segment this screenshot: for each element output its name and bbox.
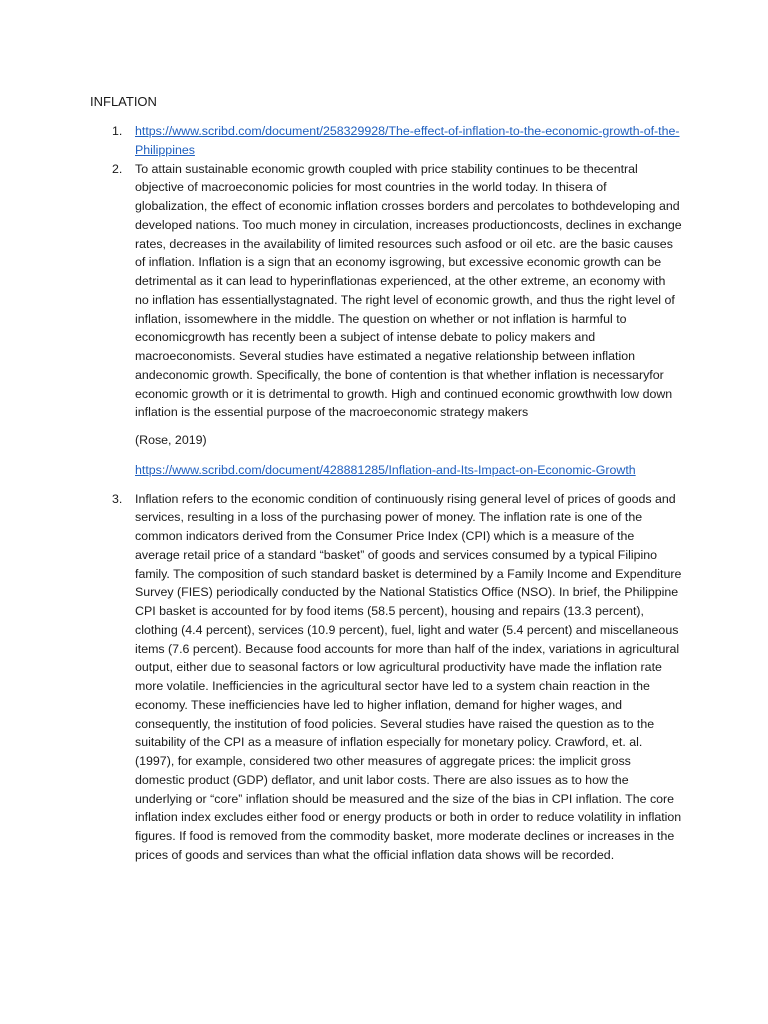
paragraph-cpi: Inflation refers to the economic condition of continuously rising general level of prices of goods and services, resulting in a loss of the purchasing power of money. The inflation rate is one of the common indicators derived from the Consumer Price Index (CPI) which is a measure of the average retail price of a standard “basket” of goods and services consumed by a typical Filipino family. The composition of such standard basket is determined by a Family Income and Expenditure Survey (FIES) periodically conducted by the National Statistics Office (NSO). In brief, the Philippine CPI basket is accounted for by food items (58.5 percent), housing and repairs (13.3 percent), clothing (4.4 percent), services (10.9 percent), fuel, light and water (5.4 percent) and miscellaneous items (7.6 percent). Because food accounts for more than half of the index, variations in agricultural output, either due to seasonal factors or low agricultural productivity have made the inflation rate more volatile. Inefficiencies in the agricultural sector have led to a system chain reaction in the economy. These inefficiencies have led to higher inflation, demand for higher wages, and consequently, the institution of food policies. Several studies have raised the question as to the suitability of the CPI as a measure of inflation especially for monetary policy. Crawford, et. al. (1997), for example, considered two other measures of aggregate prices: the implicit gross domestic product (GDP) deflator, and unit labor costs. There are also issues as to how the underlying or “core” inflation should be measured and the size of the bias in CPI inflation. The core inflation index excludes either food or energy products or both in order to reduce volatility in inflation figures. If food is removed from the commodity basket, more moderate declines or increases in the prices of goods and services than what the official inflation data shows will be recorded.: [135, 491, 682, 862]
list-number: 3.: [112, 491, 123, 506]
document-heading: INFLATION: [90, 94, 157, 109]
list-item-3: [90, 490, 682, 865]
list-item-2: [90, 160, 682, 480]
numbered-list: [90, 122, 682, 865]
list-item-1: [90, 122, 682, 160]
list-number: 2.: [112, 161, 123, 176]
scribd-link-2[interactable]: https://www.scribd.com/document/428881285/Inflation-and-Its-Impact-on-Economic-Growth: [135, 462, 636, 477]
paragraph-growth: To attain sustainable economic growth coupled with price stability continues to be thecentral objective of macroeconomic policies for most countries in the world today. In thisera of globalization, the effect of economic inflation crosses borders and percolates to bothdeveloping and developed nations. Too much money in circulation, increases productioncosts, declines in exchange rates, decreases in the availability of limited resources such asfood or oil etc. are the basic causes of inflation. Inflation is a sign that an economy isgrowing, but excessive economic growth can be detrimental as it can lead to hyperinflationas experienced, at the other extreme, an economy with no inflation has essentiallystagnated. The right level of economic growth, and thus the right level of inflation, issomewhere in the middle. The question on whether or not inflation is harmful to economicgrowth has recently been a subject of intense debate to policy makers and macroeconomists. Several studies have estimated a negative relationship between inflation andeconomic growth. Specifically, the bone of contention is that whether inflation is necessaryfor economic growth or it is detrimental to growth. High and continued economic growthwith low down inflation is the essential purpose of the macroeconomic strategy makers: [135, 161, 682, 420]
scribd-link-1[interactable]: https://www.scribd.com/document/258329928/The-effect-of-inflation-to-the-economic-growth-of-the-Philippines: [135, 124, 680, 157]
list-number: 1.: [112, 124, 123, 138]
citation: (Rose, 2019): [135, 433, 207, 447]
